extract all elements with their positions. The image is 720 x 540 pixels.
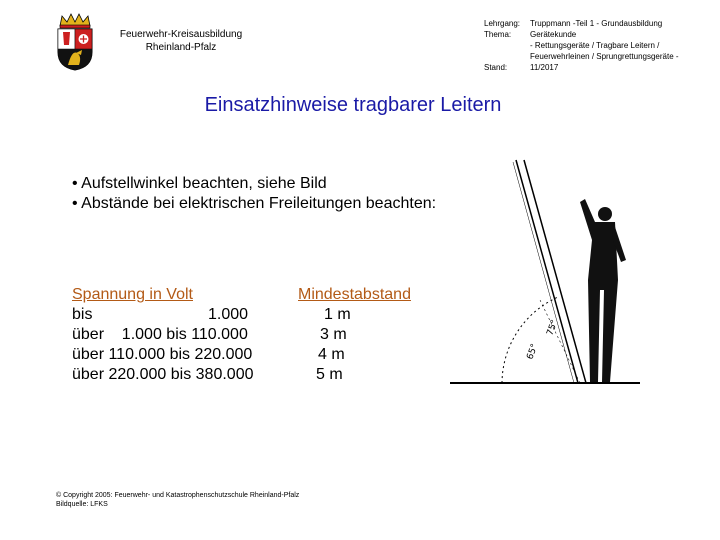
lehrgang-value: Truppmann -Teil 1 - Grundausbildung <box>530 19 663 28</box>
voltage-cell: über 1.000 bis 110.000 <box>72 326 248 343</box>
voltage-cell: über 220.000 bis 380.000 <box>72 366 254 383</box>
thema-value-2: - Rettungsgeräte / Tragbare Leitern / <box>530 41 660 50</box>
ladder-angle-illustration <box>440 150 640 390</box>
voltage-cell: bis 1.000 <box>72 306 249 323</box>
angle-label-high: 75° <box>545 318 561 338</box>
copyright-text: © Copyright 2005: Feuerwehr- und Katastrophenschutzschule Rheinland-Pfalz <box>56 492 300 499</box>
bullet-item-distance: • Abstände bei elektrischen Freileitungen beachten: <box>72 195 437 212</box>
organization-name <box>100 28 262 54</box>
thema-value-1: Gerätekunde <box>530 30 577 39</box>
image-source-text: Bildquelle: LFKS <box>56 501 108 508</box>
ladder-rail-left <box>516 160 578 383</box>
distance-cell: 1 m <box>324 306 351 323</box>
bullet-list <box>72 174 436 214</box>
distance-cell: 3 m <box>320 326 347 343</box>
header-voltage: Spannung in Volt <box>72 286 193 303</box>
distance-cell: 4 m <box>318 346 345 363</box>
header-distance: Mindestabstand <box>298 286 411 303</box>
footer <box>56 491 299 509</box>
person-silhouette <box>580 199 626 382</box>
angle-label-low: 65° <box>525 342 541 362</box>
lehrgang-label: Lehrgang: <box>484 19 521 28</box>
thema-value-3: Feuerwehrleinen / Sprungrettungsgeräte - <box>530 52 679 61</box>
slide-title: Einsatzhinweise tragbarer Leitern <box>204 94 502 116</box>
coat-of-arms-logo <box>52 12 98 72</box>
stand-value: 11/2017 <box>530 63 559 72</box>
organization-line-1: Feuerwehr-Kreisausbildung <box>119 29 243 40</box>
voltage-cell: über 110.000 bis 220.000 <box>72 346 253 363</box>
organization-line-2: Rheinland-Pfalz <box>145 42 217 53</box>
angle-arc <box>502 297 561 383</box>
bullet-item-angle: • Aufstellwinkel beachten, siehe Bild <box>72 175 327 192</box>
stand-label: Stand: <box>484 63 508 72</box>
distance-cell: 5 m <box>316 366 343 383</box>
thema-label: Thema: <box>484 30 512 39</box>
